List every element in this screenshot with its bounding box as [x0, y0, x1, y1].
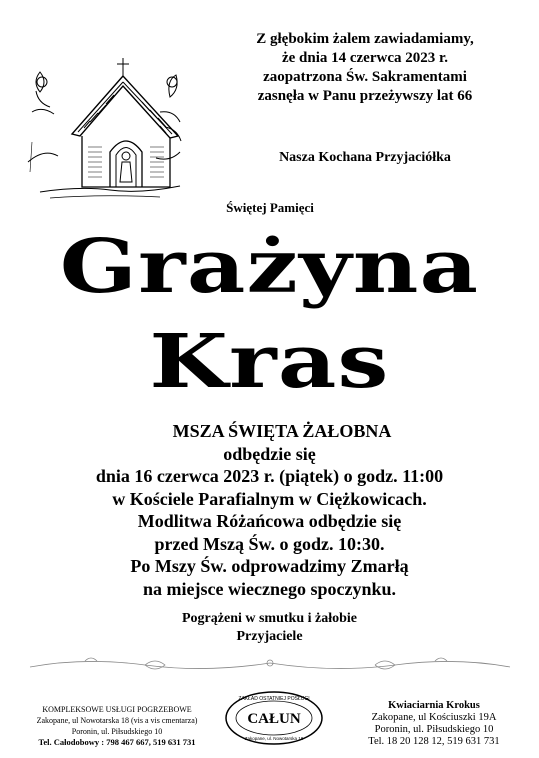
ornamental-divider — [25, 655, 515, 675]
mass-line: Po Mszy Św. odprowadzimy Zmarłą — [130, 556, 409, 576]
mass-title: MSZA ŚWIĘTA ŻAŁOBNA — [172, 421, 392, 441]
mourners — [0, 610, 539, 646]
funeral-home-info — [12, 704, 222, 748]
announcement-line: zaopatrzona Św. Sakramentami — [263, 69, 467, 85]
deceased-first-name: Grażyna — [59, 224, 480, 310]
chapel-illustration — [20, 52, 190, 202]
seal-bottom-text: Zakopane, ul. Nowotarska 18 — [244, 736, 304, 741]
seal-name: CAŁUN — [247, 711, 301, 727]
mass-line: dnia 16 czerwca 2023 r. (piątek) o godz. 11:00 — [95, 466, 444, 486]
memory-label: Świętej Pamięci — [226, 200, 314, 215]
funeral-home-phone: Tel. Całodobowy : 798 467 667, 519 631 731 — [38, 737, 196, 747]
mass-line: Modlitwa Różańcowa odbędzie się — [137, 511, 402, 531]
mass-details — [0, 420, 539, 600]
seal-top-text: ZAKŁAD OSTATNIEJ POSŁUGI — [238, 696, 310, 702]
funeral-home-address: Zakopane, ul Nowotarska 18 (vis a vis cmentarza) — [36, 716, 198, 725]
florist-address: Zakopane, ul Kościuszki 19A — [371, 712, 497, 723]
florist-address: Poronin, ul. Piłsudskiego 10 — [374, 724, 494, 735]
announcement-line: że dnia 14 czerwca 2023 r. — [281, 50, 449, 66]
relation-label: Nasza Kochana Przyjaciółka — [279, 150, 451, 165]
mourners-line: Pogrążeni w smutku i żałobie — [182, 611, 357, 626]
funeral-home-title: KOMPLEKSOWE USŁUGI POGRZEBOWE — [42, 705, 192, 714]
deceased-last-name: Kras — [149, 319, 390, 405]
mass-line: odbędzie się — [223, 443, 316, 464]
florist-info — [334, 700, 534, 748]
funeral-home-seal-logo — [224, 690, 324, 746]
mass-line: przed Mszą Św. o godz. 10:30. — [154, 533, 385, 554]
announcement-text — [215, 30, 515, 106]
mass-line: w Kościele Parafialnym w Ciężkowicach. — [112, 488, 427, 509]
funeral-home-address: Poronin, ul. Piłsudskiego 10 — [71, 727, 163, 736]
announcement-line: zasnęła w Panu przeżywszy lat 66 — [257, 88, 473, 104]
florist-name: Kwiaciarnia Krokus — [388, 700, 480, 711]
announcement-line: Z głębokim żalem zawiadamiamy, — [256, 31, 474, 47]
florist-phone: Tel. 18 20 128 12, 519 631 731 — [368, 736, 500, 747]
mourners-signature: Przyjaciele — [236, 629, 303, 644]
mass-line: na miejsce wiecznego spoczynku. — [143, 578, 396, 599]
